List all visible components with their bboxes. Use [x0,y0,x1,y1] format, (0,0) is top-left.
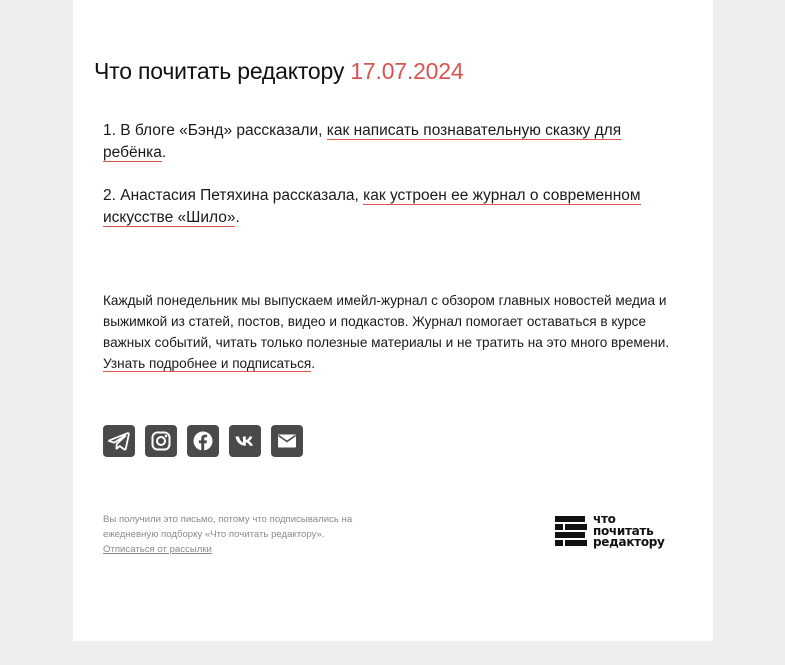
telegram-button[interactable] [103,425,135,457]
telegram-icon [107,429,131,453]
facebook-icon [191,429,215,453]
page-title [94,58,463,85]
logo [555,514,665,549]
footer-note [103,512,403,557]
about-text: Каждый понедельник мы выпускаем имейл-журнал с обзором главных новостей медиа и выжимкой из статей, постов, видео и подкастов. Журнал помогает оставаться в курсе важных событий, читать только полезные материалы и не тратить на это много времени. [103,293,670,350]
logo-text [593,514,665,549]
about-suffix: . [311,356,316,371]
title-date: 17.07.2024 [350,58,464,84]
item-suffix: . [235,209,240,226]
instagram-button[interactable] [145,425,177,457]
logo-line: что [593,512,616,526]
footer-note-text: Вы получили это письмо, потому что подписывались на ежедневную подборку «Что почитать редактору». [103,514,353,540]
item-prefix: 2. Анастасия Петяхина рассказала, [103,187,364,204]
logo-line: редактору [593,535,665,549]
unsubscribe-link[interactable]: Отписаться от рассылки [103,544,212,555]
article-link[interactable]: как написать познавательную сказку для ребёнка [103,122,622,161]
article-link[interactable]: как устроен ее журнал о современном искусстве «Шило» [103,187,641,226]
about-paragraph [103,290,688,374]
list-item [103,185,673,229]
vk-button[interactable] [229,425,261,457]
subscribe-link[interactable]: Узнать подробнее и подписаться [103,356,312,371]
instagram-icon [149,429,173,453]
title-text: Что почитать редактору [94,58,345,84]
facebook-button[interactable] [187,425,219,457]
email-button[interactable] [271,425,303,457]
vk-icon [233,429,257,453]
email-icon [275,429,299,453]
item-prefix: 1. В блоге «Бэнд» рассказали, [103,122,327,139]
list-item [103,120,673,164]
logo-line: почитать [593,523,654,538]
logo-mark-icon [555,516,587,546]
item-suffix: . [161,144,167,161]
social-links [103,425,303,457]
email-card [73,0,713,641]
reading-list [103,120,673,250]
